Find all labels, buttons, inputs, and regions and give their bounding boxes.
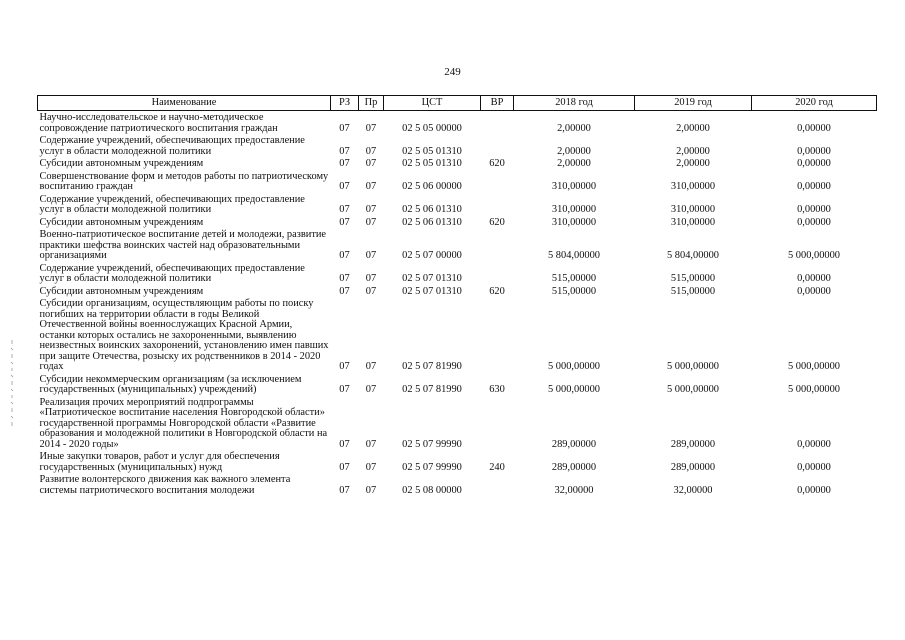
row-2018: 32,00000	[554, 484, 594, 496]
row-rz: 07	[339, 484, 350, 496]
table-row	[38, 473, 877, 496]
row-2018: 515,00000	[551, 273, 597, 284]
table-row	[38, 228, 877, 262]
row-vr	[481, 193, 514, 216]
row-pr: 07	[365, 438, 377, 450]
row-2020: 5 000,00000	[788, 384, 840, 395]
row-2019: 310,00000	[670, 216, 716, 228]
row-2018: 289,00000	[551, 438, 597, 450]
row-2019: 310,00000	[670, 181, 716, 192]
header-2020: 2020 год	[752, 96, 877, 111]
row-cst: 02 5 07 01310	[402, 273, 462, 284]
row-name: Субсидии организациям, осуществляющим работы по поиску погибших на территории области в годы Великой Отечественной войны военнослужащих Красной Армии, останки которых остались не захороненными, выявлению неизвестных воинских захоронений, установлению имен павших при защите Отечества, розыску их родственников в 2014 - 2020 годах	[39, 298, 329, 372]
row-2019: 32,00000	[673, 484, 713, 496]
row-pr: 07	[365, 285, 377, 297]
row-pr: 07	[365, 484, 377, 496]
row-name: Совершенствование форм и методов работы по патриотическому воспитанию граждан	[39, 170, 329, 192]
row-rz: 07	[339, 384, 350, 395]
row-vr	[481, 262, 514, 285]
row-2020: 0,00000	[797, 438, 831, 450]
row-name: Развитие волонтерского движения как важного элемента системы патриотического воспитания молодежи	[39, 474, 291, 496]
table-row	[38, 297, 877, 373]
row-2020: 0,00000	[797, 273, 831, 284]
row-name: Субсидии автономным учреждениям	[39, 216, 204, 228]
row-rz: 07	[339, 158, 350, 169]
row-2020: 0,00000	[797, 285, 831, 297]
row-2019: 310,00000	[670, 204, 716, 215]
row-name: Военно-патриотическое воспитание детей и молодежи, развитие практики шефства воинских частей над образовательными организациями	[39, 229, 327, 261]
row-name: Содержание учреждений, обеспечивающих предоставление услуг в области молодежной политики	[39, 135, 305, 157]
row-cst: 02 5 05 01310	[402, 145, 462, 157]
row-2020: 0,00000	[797, 158, 831, 169]
row-vr: 630	[489, 384, 505, 395]
row-vr: 240	[489, 461, 505, 473]
row-vr	[481, 473, 514, 496]
table-row	[38, 396, 877, 451]
row-2018: 2,00000	[557, 122, 591, 134]
row-name: Реализация прочих мероприятий подпрограммы «Патриотическое воспитание населения Новгородской области» государственной программы Новгородской области «Развитие образования и молодежной политики в Новгородской области на 2014 - 2020 годы»	[39, 396, 328, 450]
row-vr	[481, 170, 514, 193]
row-cst: 02 5 06 01310	[402, 204, 462, 215]
row-2018: 5 000,00000	[548, 384, 600, 395]
row-pr: 07	[365, 384, 377, 395]
row-cst: 02 5 06 01310	[402, 216, 462, 228]
row-pr: 07	[365, 122, 377, 134]
table-row	[38, 373, 877, 396]
row-2020: 0,00000	[797, 204, 831, 215]
row-rz: 07	[339, 145, 350, 157]
row-name: Субсидии автономным учреждениям	[39, 285, 204, 297]
row-rz: 07	[339, 204, 350, 215]
row-2020: 0,00000	[797, 461, 831, 473]
row-pr: 07	[365, 145, 377, 157]
row-name: Содержание учреждений, обеспечивающих предоставление услуг в области молодежной политики	[39, 193, 305, 215]
row-2019: 5 000,00000	[667, 361, 719, 372]
table-row	[38, 193, 877, 216]
row-rz: 07	[339, 250, 350, 261]
row-2018: 5 000,00000	[548, 361, 600, 372]
table-row	[38, 450, 877, 473]
table-row	[38, 111, 877, 135]
row-name: Субсидии автономным учреждениям	[39, 158, 204, 169]
row-2019: 2,00000	[676, 145, 710, 157]
row-pr: 07	[365, 361, 377, 372]
row-pr: 07	[365, 181, 377, 192]
row-2020: 0,00000	[797, 122, 831, 134]
header-name: Наименование	[38, 96, 331, 111]
row-name: Субсидии некоммерческим организациям (за исключением государственных (муниципальных) учреждений)	[39, 373, 302, 395]
row-vr	[481, 297, 514, 373]
row-vr: 620	[489, 158, 505, 169]
row-name: Содержание учреждений, обеспечивающих предоставление услуг в области молодежной политики	[39, 262, 305, 284]
header-rz: РЗ	[331, 96, 359, 111]
table-row	[38, 134, 877, 157]
row-vr	[481, 396, 514, 451]
row-pr: 07	[365, 250, 377, 261]
row-rz: 07	[339, 438, 350, 450]
row-2018: 2,00000	[557, 145, 591, 157]
row-2018: 310,00000	[551, 181, 597, 192]
table-row	[38, 285, 877, 298]
row-2019: 2,00000	[676, 158, 710, 169]
row-2018: 310,00000	[551, 216, 597, 228]
header-vr: ВР	[481, 96, 514, 111]
row-rz: 07	[339, 216, 350, 228]
row-rz: 07	[339, 273, 350, 284]
row-pr: 07	[365, 204, 377, 215]
row-2020: 5 000,00000	[788, 361, 840, 372]
row-cst: 02 5 07 01310	[402, 285, 462, 297]
page-number: 249	[444, 66, 461, 78]
row-vr	[481, 134, 514, 157]
row-cst: 02 5 06 00000	[402, 181, 462, 192]
row-2019: 515,00000	[670, 285, 716, 297]
row-vr	[481, 111, 514, 135]
row-2018: 515,00000	[551, 285, 597, 297]
table-row	[38, 262, 877, 285]
row-rz: 07	[339, 461, 350, 473]
row-pr: 07	[365, 273, 377, 284]
header-2019: 2019 год	[635, 96, 752, 111]
row-2018: 2,00000	[557, 158, 591, 169]
row-2019: 515,00000	[670, 273, 716, 284]
row-2019: 289,00000	[670, 461, 716, 473]
row-cst: 02 5 07 99990	[402, 461, 462, 473]
row-2019: 5 000,00000	[667, 384, 719, 395]
row-2018: 289,00000	[551, 461, 597, 473]
margin-mark	[8, 340, 16, 430]
row-vr	[481, 228, 514, 262]
table-row	[38, 170, 877, 193]
row-2019: 289,00000	[670, 438, 716, 450]
header-cst: ЦСТ	[384, 96, 481, 111]
row-rz: 07	[339, 285, 350, 297]
row-2020: 0,00000	[797, 216, 831, 228]
row-name: Научно-исследовательское и научно-методическое сопровождение патриотического воспитания граждан	[39, 112, 278, 134]
row-cst: 02 5 05 00000	[402, 122, 462, 134]
row-2020: 0,00000	[797, 145, 831, 157]
row-vr: 620	[489, 285, 505, 297]
row-rz: 07	[339, 122, 350, 134]
table-row	[38, 216, 877, 229]
row-name: Иные закупки товаров, работ и услуг для обеспечения государственных (муниципальных) нужд	[39, 451, 280, 473]
row-cst: 02 5 08 00000	[402, 484, 462, 496]
row-cst: 02 5 07 99990	[402, 438, 462, 450]
row-vr: 620	[489, 216, 505, 228]
row-cst: 02 5 05 01310	[402, 158, 462, 169]
table-row	[38, 157, 877, 170]
row-2020: 0,00000	[797, 484, 831, 496]
row-2018: 310,00000	[551, 204, 597, 215]
table-body	[38, 111, 877, 497]
row-pr: 07	[365, 461, 377, 473]
header-2018: 2018 год	[514, 96, 635, 111]
budget-table	[37, 95, 877, 496]
row-cst: 02 5 07 81990	[402, 361, 462, 372]
row-pr: 07	[365, 216, 377, 228]
row-cst: 02 5 07 81990	[402, 384, 462, 395]
row-2019: 2,00000	[676, 122, 710, 134]
row-2020: 5 000,00000	[788, 250, 840, 261]
row-2018: 5 804,00000	[548, 250, 600, 261]
row-cst: 02 5 07 00000	[402, 250, 462, 261]
table-header-row	[38, 96, 877, 111]
row-2020: 0,00000	[797, 181, 831, 192]
row-2019: 5 804,00000	[667, 250, 719, 261]
row-rz: 07	[339, 181, 350, 192]
header-pr: Пр	[359, 96, 384, 111]
row-rz: 07	[339, 361, 350, 372]
row-pr: 07	[365, 158, 377, 169]
